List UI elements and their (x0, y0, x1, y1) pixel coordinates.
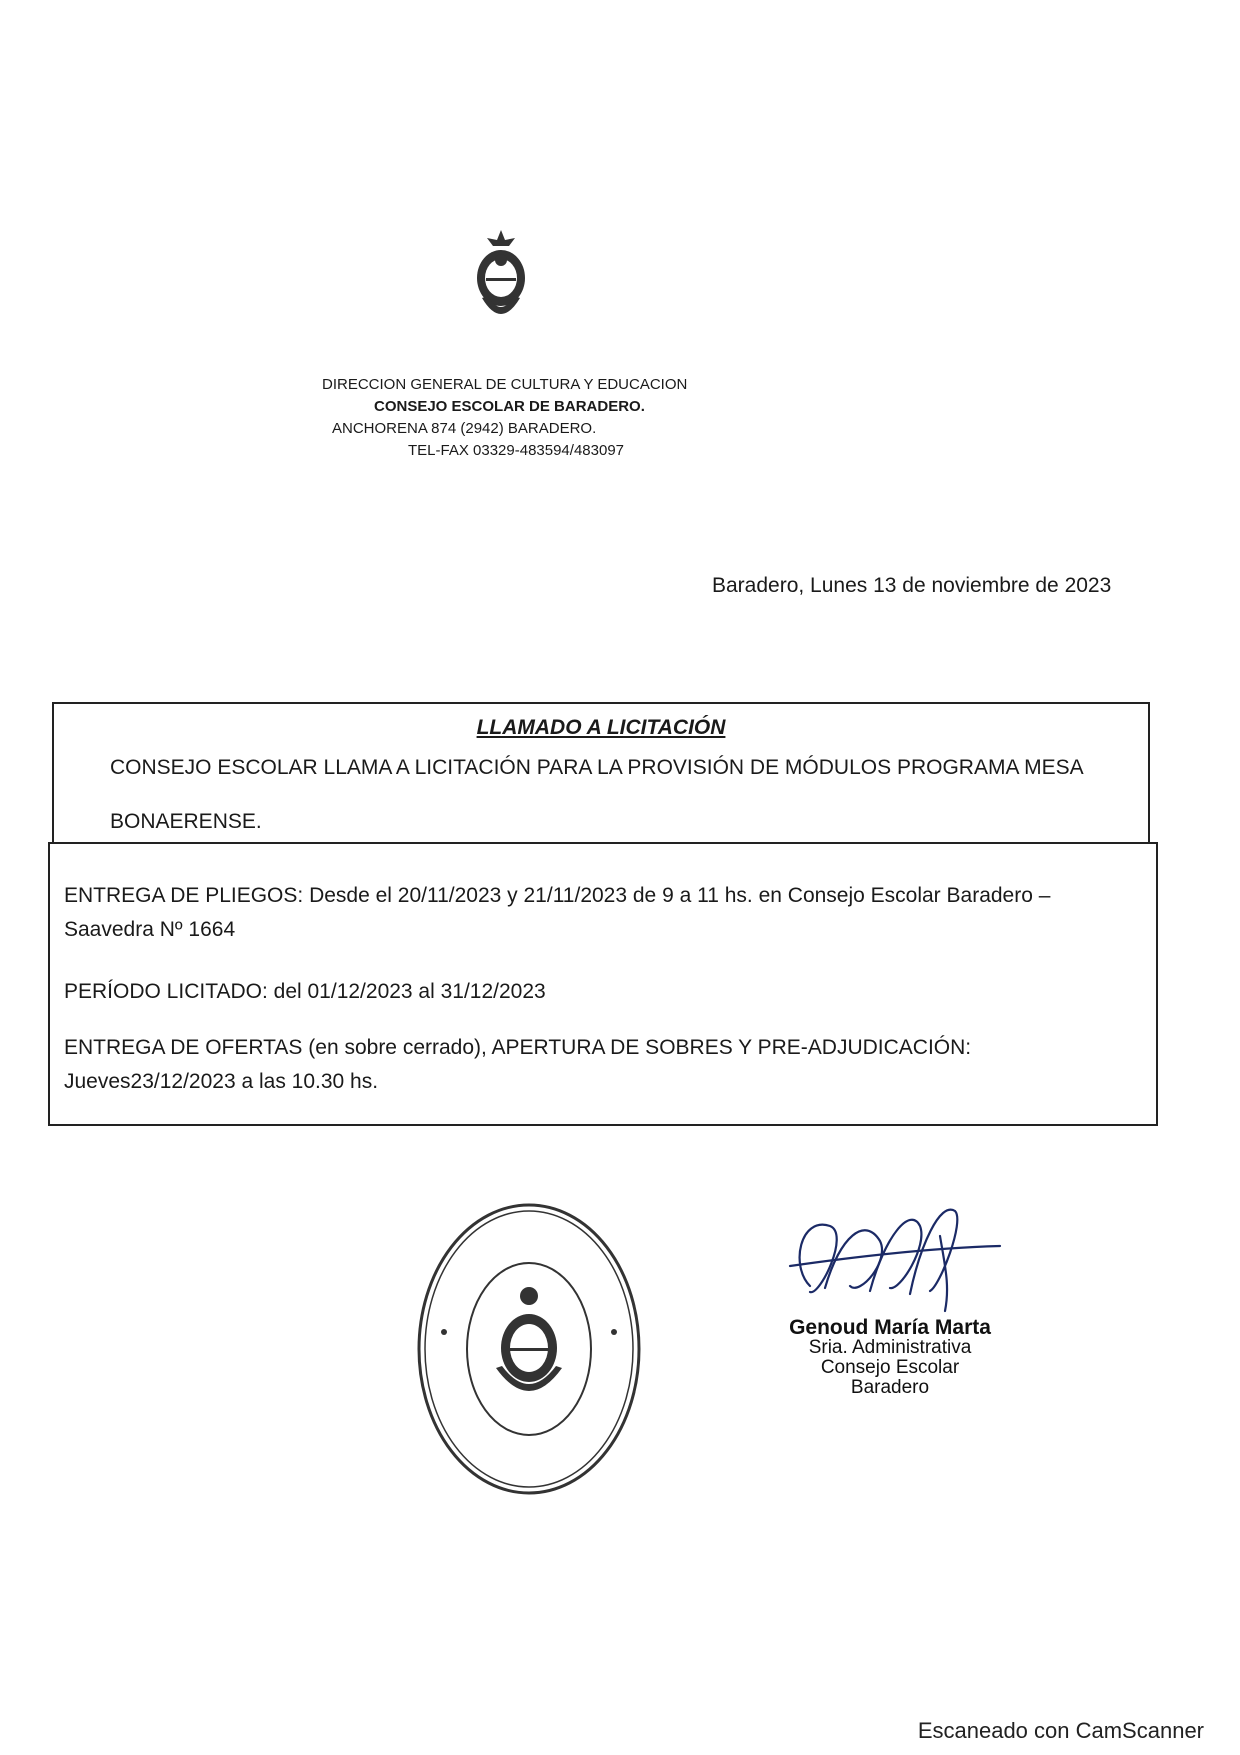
ofertas-line2: Jueves23/12/2023 a las 10.30 hs. (64, 1070, 379, 1093)
letterhead-council: CONSEJO ESCOLAR DE BARADERO. (374, 398, 645, 415)
notice-call-line2: BONAERENSE. (110, 810, 262, 833)
letterhead-address: ANCHORENA 874 (2942) BARADERO. (332, 420, 597, 437)
notice-call-line1: CONSEJO ESCOLAR LLAMA A LICITACIÓN PARA LA PROVISIÓN DE MÓDULOS PROGRAMA MESA (110, 756, 1084, 779)
coat-of-arms-icon (464, 226, 538, 330)
notice-box (52, 702, 1150, 844)
signatory-org: Consejo Escolar (820, 1357, 960, 1378)
document-date: Baradero, Lunes 13 de noviembre de 2023 (712, 574, 1112, 597)
pliegos-line1: ENTREGA DE PLIEGOS: Desde el 20/11/2023 y 21/11/2023 de 9 a 11 hs. en Consejo Escolar Baradero – (64, 884, 1051, 907)
ofertas-line1: ENTREGA DE OFERTAS (en sobre cerrado), APERTURA DE SOBRES Y PRE-ADJUDICACIÓN: (64, 1036, 972, 1059)
details-box (48, 842, 1158, 1126)
official-seal-icon (414, 1200, 644, 1498)
notice-heading: LLAMADO A LICITACIÓN (476, 716, 726, 739)
handwritten-signature-icon (770, 1196, 1010, 1320)
signatory-name: Genoud María Marta (789, 1316, 991, 1339)
letterhead-institution: DIRECCION GENERAL DE CULTURA Y EDUCACION (322, 376, 688, 393)
letterhead-phone: TEL-FAX 03329-483594/483097 (408, 442, 624, 459)
scanner-watermark: Escaneado con CamScanner (917, 1718, 1204, 1743)
signatory-city: Baradero (850, 1377, 930, 1398)
signatory-title: Sria. Administrativa (808, 1337, 972, 1358)
pliegos-line2: Saavedra Nº 1664 (64, 918, 236, 941)
periodo-line: PERÍODO LICITADO: del 01/12/2023 al 31/12/2023 (64, 980, 546, 1003)
signature-block (760, 1318, 1020, 1398)
